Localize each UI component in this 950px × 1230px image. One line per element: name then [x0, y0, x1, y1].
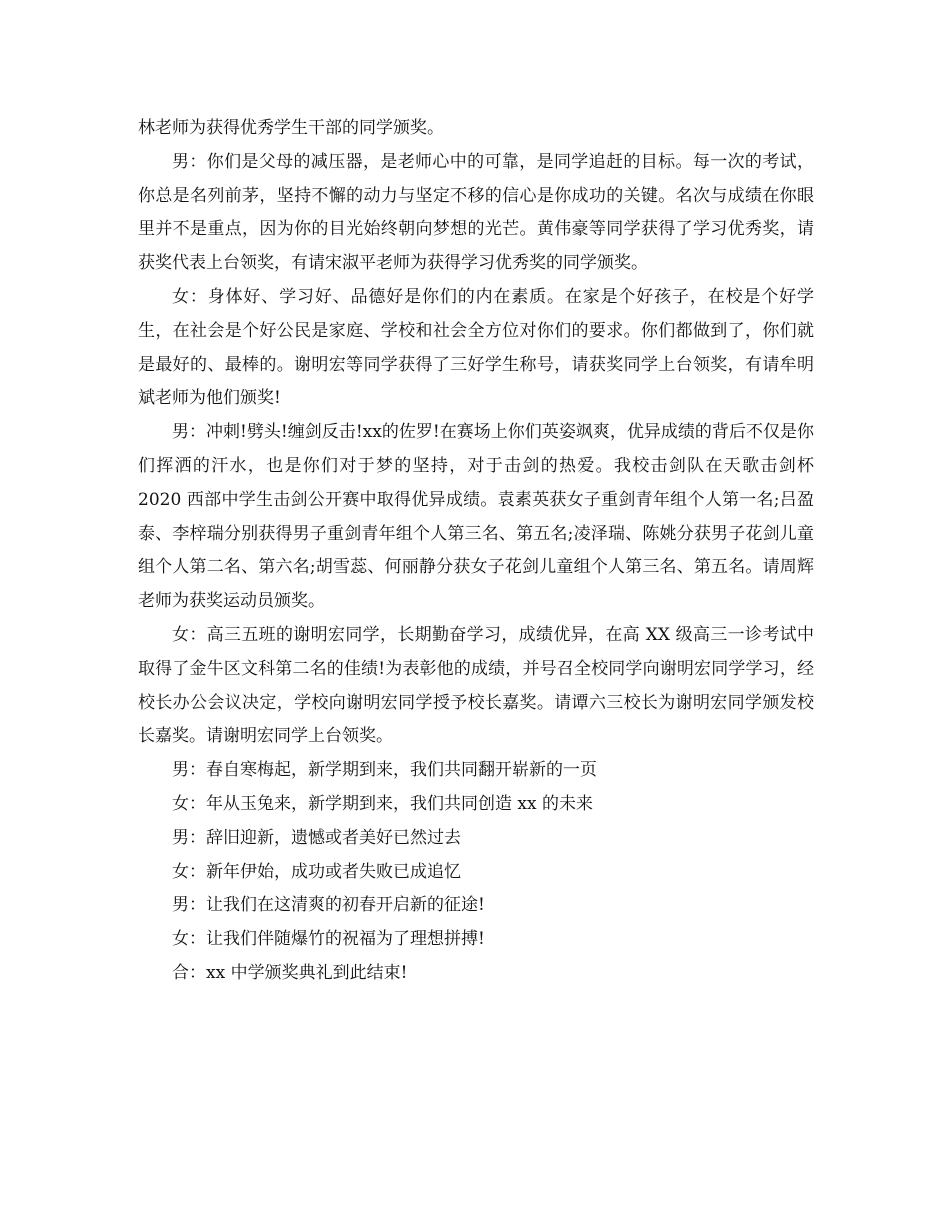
paragraph-1: 林老师为获得优秀学生干部的同学颁奖。	[138, 118, 444, 138]
paragraph-8: 男：辞旧迎新，遗憾或者美好已然过去	[172, 827, 461, 848]
paragraph-10: 男：让我们在这清爽的初春开启新的征途!	[172, 895, 485, 916]
paragraph-7: 女：年从玉兔来，新学期到来，我们共同创造 xx 的未来	[172, 793, 593, 814]
paragraph-12: 合：xx 中学颁奖典礼到此结束!	[172, 962, 408, 983]
paragraph-9: 女：新年伊始，成功或者失败已成追忆	[172, 861, 461, 882]
paragraph-11: 女：让我们伴随爆竹的祝福为了理想拼搏!	[172, 929, 485, 950]
document-body	[138, 112, 814, 991]
paragraph-6: 男：春自寒梅起，新学期到来，我们共同翻开崭新的一页	[172, 760, 597, 781]
paragraph-5: 女：高三五班的谢明宏同学，长期勤奋学习，成绩优异，在高 XX 级高三一诊考试中取得了金牛区文科第二名的佳绩!为表彰他的成绩，并号召全校同学向谢明宏同学学习，经校长办公会议决定，学校向谢明宏同学授予校长嘉奖。请谭六三校长为谢明宏同学颁发校长嘉奖。请谢明宏同学上台领奖。	[138, 624, 814, 747]
paragraph-4: 男：冲刺!劈头!缠剑反击!xx的佐罗!在赛场上你们英姿飒爽，优异成绩的背后不仅是你们挥洒的汗水，也是你们对于梦的坚持，对于击剑的热爱。我校击剑队在天歌击剑杯 2020 西部中学生击剑公开赛中取得优异成绩。袁素英获女子重剑青年组个人第一名;吕盈泰、李梓瑞分别获得男子重剑青年组个人第三名、第五名;凌泽瑞、陈姚分获男子花剑儿童组个人第二名、第六名;胡雪蕊、何丽静分获女子花剑儿童组个人第三名、第五名。请周辉老师为获奖运动员颁奖。	[138, 422, 814, 612]
paragraph-2: 男：你们是父母的减压器，是老师心中的可靠，是同学追赶的目标。每一次的考试，你总是名列前茅，坚持不懈的动力与坚定不移的信心是你成功的关键。名次与成绩在你眼里并不是重点，因为你的目光始终朝向梦想的光芒。黄伟豪等同学获得了学习优秀奖，请获奖代表上台领奖，有请宋淑平老师为获得学习优秀奖的同学颁奖。	[138, 151, 814, 274]
paragraph-3: 女：身体好、学习好、品德好是你们的内在素质。在家是个好孩子，在校是个好学生，在社会是个好公民是家庭、学校和社会全方位对你们的要求。你们都做到了，你们就是最好的、最棒的。谢明宏等同学获得了三好学生称号，请获奖同学上台领奖，有请牟明斌老师为他们颁奖!	[138, 286, 814, 409]
